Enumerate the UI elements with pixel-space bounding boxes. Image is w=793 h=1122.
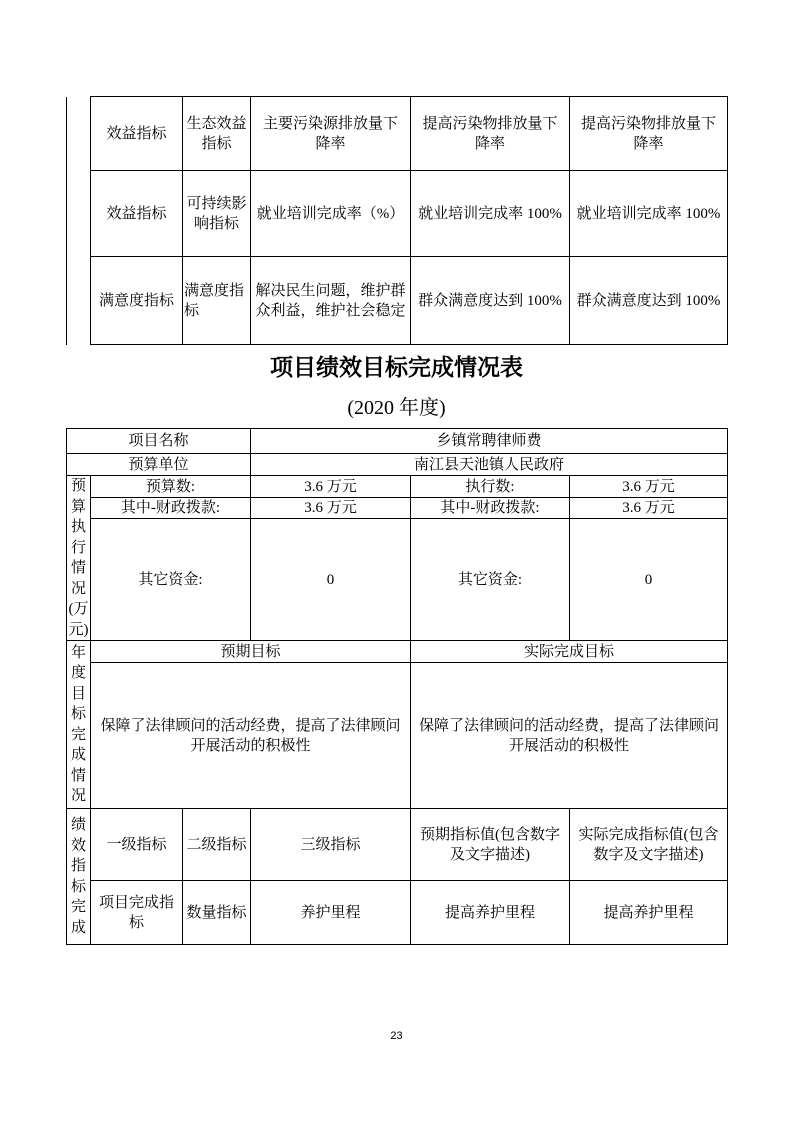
expected-goal-header: 预期目标 bbox=[91, 641, 411, 663]
budget-amount-label: 预算数: bbox=[91, 476, 251, 498]
table-row bbox=[67, 881, 728, 945]
header-actual-value: 实际完成指标值(包含 数字及文字描述) bbox=[570, 809, 728, 881]
project-name-value: 乡镇常聘律师费 bbox=[251, 429, 728, 454]
level1-indicator: 满意度指标 bbox=[91, 257, 183, 345]
header-expected-value: 预期指标值(包含数字 及文字描述) bbox=[411, 809, 570, 881]
table-row bbox=[67, 663, 728, 809]
project-name-label: 项目名称 bbox=[67, 429, 251, 454]
merged-continuation-cell bbox=[67, 97, 91, 345]
budget-section-label: 预 算 执 行 情 况 (万 元) bbox=[67, 476, 91, 641]
continued-indicator-table bbox=[66, 96, 728, 345]
fiscal-budget-value: 3.6 万元 bbox=[251, 498, 411, 519]
table-row bbox=[67, 97, 728, 171]
annual-goal-section-label: 年 度 目 标 完 成 情 况 bbox=[67, 641, 91, 809]
header-level1: 一级指标 bbox=[91, 809, 183, 881]
actual-value: 群众满意度达到 100% bbox=[570, 257, 728, 345]
page-subtitle: (2020 年度) bbox=[347, 397, 446, 419]
table-row bbox=[67, 476, 728, 498]
level2-indicator: 数量指标 bbox=[183, 881, 251, 945]
table-row bbox=[67, 498, 728, 519]
level3-indicator: 主要污染源排放量下 降率 bbox=[251, 97, 411, 171]
header-level3: 三级指标 bbox=[251, 809, 411, 881]
budget-amount-value: 3.6 万元 bbox=[251, 476, 411, 498]
level3-indicator: 养护里程 bbox=[251, 881, 411, 945]
level3-indicator: 解决民生问题，维护群 众利益，维护社会稳定 bbox=[251, 257, 411, 345]
actual-value: 提高养护里程 bbox=[570, 881, 728, 945]
expected-goal-text: 保障了法律顾问的活动经费，提高了法律顾问 开展活动的积极性 bbox=[91, 663, 411, 809]
other-funds-executed-label: 其它资金: bbox=[411, 519, 570, 641]
executed-amount-value: 3.6 万元 bbox=[570, 476, 728, 498]
fiscal-executed-label: 其中-财政拨款: bbox=[411, 498, 570, 519]
level1-indicator: 效益指标 bbox=[91, 171, 183, 257]
performance-goal-table bbox=[66, 428, 728, 945]
actual-value: 就业培训完成率 100% bbox=[570, 171, 728, 257]
level3-indicator: 就业培训完成率（%） bbox=[251, 171, 411, 257]
fiscal-executed-value: 3.6 万元 bbox=[570, 498, 728, 519]
table-row bbox=[67, 641, 728, 663]
page-title: 项目绩效目标完成情况表 bbox=[270, 354, 523, 380]
indicator-section-label: 绩 效 指 标 完 成 bbox=[67, 809, 91, 945]
header-level2: 二级指标 bbox=[183, 809, 251, 881]
table-row bbox=[67, 429, 728, 454]
expected-value: 提高污染物排放量下 降率 bbox=[411, 97, 570, 171]
budget-unit-value: 南江县天池镇人民政府 bbox=[251, 454, 728, 476]
table-row bbox=[67, 171, 728, 257]
level1-indicator: 效益指标 bbox=[91, 97, 183, 171]
budget-unit-label: 预算单位 bbox=[67, 454, 251, 476]
expected-value: 就业培训完成率 100% bbox=[411, 171, 570, 257]
page-number: 23 bbox=[390, 1030, 403, 1042]
table-row bbox=[67, 454, 728, 476]
expected-value: 提高养护里程 bbox=[411, 881, 570, 945]
other-funds-budget-value: 0 bbox=[251, 519, 411, 641]
actual-goal-header: 实际完成目标 bbox=[411, 641, 728, 663]
table-row bbox=[67, 809, 728, 881]
fiscal-budget-label: 其中-财政拨款: bbox=[91, 498, 251, 519]
executed-amount-label: 执行数: bbox=[411, 476, 570, 498]
expected-value: 群众满意度达到 100% bbox=[411, 257, 570, 345]
level2-indicator: 生态效益 指标 bbox=[183, 97, 251, 171]
actual-value: 提高污染物排放量下 降率 bbox=[570, 97, 728, 171]
other-funds-budget-label: 其它资金: bbox=[91, 519, 251, 641]
table-row bbox=[67, 257, 728, 345]
other-funds-executed-value: 0 bbox=[570, 519, 728, 641]
level2-indicator: 满意度指 标 bbox=[183, 257, 251, 345]
level1-indicator: 项目完成指 标 bbox=[91, 881, 183, 945]
table-row bbox=[67, 519, 728, 641]
actual-goal-text: 保障了法律顾问的活动经费，提高了法律顾问 开展活动的积极性 bbox=[411, 663, 728, 809]
level2-indicator: 可持续影 响指标 bbox=[183, 171, 251, 257]
